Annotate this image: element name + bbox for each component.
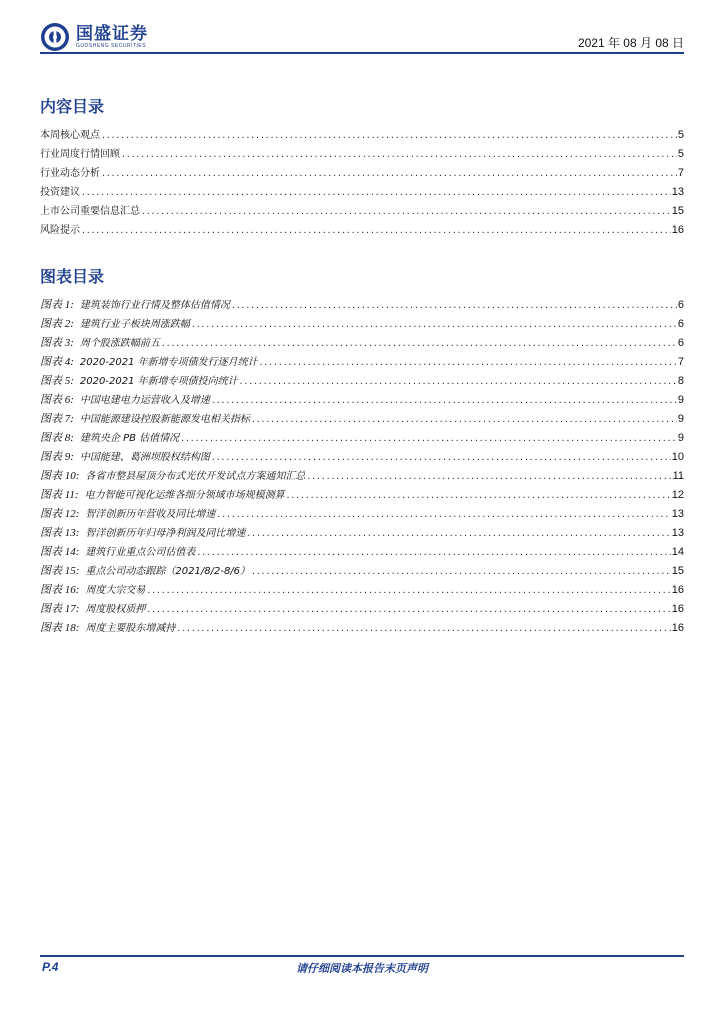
toc-leader-dots	[161, 339, 677, 348]
toc-entry-page: 5	[677, 129, 684, 141]
figure-entry-page: 10	[671, 451, 684, 463]
figure-entry-text	[40, 429, 179, 445]
toc-entry-page: 5	[677, 148, 684, 160]
logo-chinese-name: 国盛证券	[76, 23, 148, 44]
figure-entry[interactable]	[40, 410, 684, 429]
figure-entry-label: 建筑行业子板块周涨跌幅	[79, 319, 190, 330]
figure-entry[interactable]	[40, 334, 684, 353]
figure-entry-text	[40, 505, 215, 521]
figure-entry-label: 建筑央企 PB 估值情况	[79, 433, 180, 444]
figure-entry-number: 图表 14:	[40, 546, 80, 558]
figure-entry[interactable]	[40, 296, 684, 315]
header-divider	[40, 52, 684, 54]
figure-entry-page: 6	[677, 318, 684, 330]
figure-entry-number: 图表 12:	[40, 508, 80, 520]
toc-leader-dots	[239, 377, 677, 386]
toc-leader-dots	[176, 624, 670, 633]
figure-entry[interactable]	[40, 562, 684, 581]
toc-entry-label: 行业动态分析	[40, 168, 100, 179]
figure-entry-text	[40, 619, 175, 635]
figure-entry-number: 图表 9:	[40, 451, 74, 463]
figure-entry-label: 建筑行业重点公司估值表	[85, 547, 196, 558]
figure-entry-label: 电力智能可视化运维各细分领域市场规模测算	[84, 490, 285, 501]
toc-entry-label: 上市公司重要信息汇总	[40, 206, 140, 217]
toc-entry[interactable]	[40, 164, 684, 183]
figure-entry-label: 中国电建电力运营收入及增速	[79, 395, 210, 406]
figure-entry[interactable]	[40, 619, 684, 638]
figure-entry[interactable]	[40, 600, 684, 619]
figure-entry-text	[40, 334, 160, 350]
figure-entry-number: 图表 2:	[40, 318, 74, 330]
figure-entry-page: 12	[671, 489, 684, 501]
figure-entry[interactable]	[40, 581, 684, 600]
toc-leader-dots	[306, 472, 671, 481]
toc-entry-label: 风险提示	[40, 225, 80, 236]
toc-leader-dots	[211, 396, 677, 405]
figures-list	[40, 296, 684, 638]
footer-divider	[40, 955, 684, 957]
toc-entry[interactable]	[40, 126, 684, 145]
figure-entry-text	[40, 391, 210, 407]
disclaimer-note: 请仔细阅读本报告末页声明	[296, 962, 428, 975]
figure-entry-number: 图表 1:	[40, 299, 74, 311]
figure-entry-text	[40, 543, 195, 559]
toc-leader-dots	[146, 586, 670, 595]
toc-entry-page: 7	[677, 167, 684, 179]
figure-entry-label: 周度股权质押	[85, 604, 146, 615]
figure-entry-text	[40, 600, 145, 616]
figure-entry[interactable]	[40, 505, 684, 524]
toc-leader-dots	[211, 453, 671, 462]
figure-entry-page: 16	[671, 603, 684, 615]
figure-entry-label: 周度大宗交易	[85, 585, 146, 596]
toc-leader-dots	[196, 548, 670, 557]
toc-leader-dots	[216, 510, 670, 519]
figure-entry-label: 2020-2021 年新增专项债发行逐月统计	[79, 357, 258, 368]
toc-entry-label: 本周核心观点	[40, 130, 100, 141]
logo-english-name: GUOSHENG SECURITIES	[76, 42, 147, 49]
figure-entry-label: 建筑装饰行业行情及整体估值情况	[79, 300, 230, 311]
toc-leader-dots	[246, 529, 670, 538]
figure-entry[interactable]	[40, 429, 684, 448]
figure-entry-page: 6	[677, 299, 684, 311]
toc-leader-dots	[81, 188, 671, 197]
figure-entry-label: 周个股涨跌幅前五	[79, 338, 160, 349]
figure-entry[interactable]	[40, 467, 684, 486]
figure-entry-page: 7	[677, 356, 684, 368]
toc-entry-label: 行业周度行情回顾	[40, 149, 120, 160]
figure-entry-number: 图表 6:	[40, 394, 74, 406]
toc-entry-page: 16	[671, 224, 684, 236]
figure-entry-number: 图表 3:	[40, 337, 74, 349]
toc-entry-page: 13	[671, 186, 684, 198]
figure-entry-label: 中国能源建设控股新能源发电相关指标	[79, 414, 250, 425]
toc-leader-dots	[251, 567, 671, 576]
figure-entry-number: 图表 16:	[40, 584, 80, 596]
figure-entry-page: 16	[671, 584, 684, 596]
figure-entry-page: 16	[671, 622, 684, 634]
figure-entry-page: 11	[672, 470, 684, 482]
toc-leader-dots	[141, 207, 671, 216]
page-number: P.4	[42, 960, 59, 974]
figure-entry-label: 智洋创新历年营收及同比增速	[85, 509, 216, 520]
figure-entry-label: 智洋创新历年归母净利润及同比增速	[85, 528, 246, 539]
figure-entry-page: 13	[671, 508, 684, 520]
figure-entry-label: 周度主要股东增减持	[85, 623, 176, 634]
figure-entry-number: 图表 17:	[40, 603, 80, 615]
figure-entry-number: 图表 8:	[40, 432, 74, 444]
toc-entry[interactable]	[40, 221, 684, 240]
figure-entry-text	[40, 562, 250, 578]
figure-entry-label: 中国能建、葛洲坝股权结构图	[79, 452, 210, 463]
figure-entry-text	[40, 315, 190, 331]
toc-leader-dots	[101, 131, 677, 140]
figure-entry-text	[40, 448, 210, 464]
figure-entry-number: 图表 5:	[40, 375, 74, 387]
page-header	[40, 18, 684, 56]
figure-entry-number: 图表 18:	[40, 622, 80, 634]
figure-entry-page: 14	[671, 546, 684, 558]
toc-leader-dots	[286, 491, 671, 500]
toc-entry[interactable]	[40, 145, 684, 164]
figure-entry[interactable]	[40, 353, 684, 372]
guosheng-logo-icon	[40, 22, 70, 52]
figure-entry-text	[40, 467, 305, 483]
figure-entry-page: 13	[671, 527, 684, 539]
company-logo	[40, 22, 148, 52]
figure-entry-number: 图表 13:	[40, 527, 80, 539]
figure-entry[interactable]	[40, 448, 684, 467]
figure-entry-page: 9	[677, 413, 684, 425]
figure-entry-number: 图表 4:	[40, 356, 74, 368]
figure-entry-number: 图表 10:	[40, 470, 80, 482]
toc-leader-dots	[259, 358, 677, 367]
toc-leader-dots	[121, 150, 677, 159]
figure-entry-page: 15	[671, 565, 684, 577]
figure-entry-text	[40, 486, 285, 502]
toc-entry[interactable]	[40, 202, 684, 221]
figure-entry-number: 图表 7:	[40, 413, 74, 425]
toc-leader-dots	[251, 415, 677, 424]
toc-leader-dots	[101, 169, 677, 178]
figure-entry-number: 图表 15:	[40, 565, 80, 577]
figure-entry[interactable]	[40, 315, 684, 334]
figure-entry-label: 各省市整县屋顶分布式光伏开发试点方案通知汇总	[85, 471, 306, 482]
toc-entry[interactable]	[40, 183, 684, 202]
figure-entry-number: 图表 11:	[40, 489, 79, 501]
figure-entry-page: 8	[677, 375, 684, 387]
figure-entry-text	[40, 296, 230, 312]
figure-entry-label: 重点公司动态跟踪（2021/8/2-8/6）	[85, 566, 251, 577]
figure-entry-text	[40, 581, 145, 597]
figures-title: 图表目录	[40, 267, 105, 286]
contents-title: 内容目录	[40, 97, 105, 116]
figure-entry[interactable]	[40, 486, 684, 505]
figure-entry-text	[40, 524, 245, 540]
figure-entry-page: 9	[677, 432, 684, 444]
toc-leader-dots	[81, 226, 671, 235]
figure-entry-page: 6	[677, 337, 684, 349]
report-date: 2021 年 08 月 08 日	[577, 36, 684, 50]
toc-entry-label: 投资建议	[40, 187, 80, 198]
toc-entry-page: 15	[671, 205, 684, 217]
figure-entry[interactable]	[40, 391, 684, 410]
toc-leader-dots	[180, 434, 677, 443]
figure-entry[interactable]	[40, 372, 684, 391]
toc-leader-dots	[191, 320, 677, 329]
toc-leader-dots	[146, 605, 670, 614]
figure-entry[interactable]	[40, 524, 684, 543]
figure-entry[interactable]	[40, 543, 684, 562]
figure-entry-page: 9	[677, 394, 684, 406]
figure-entry-text	[40, 372, 238, 388]
contents-list	[40, 126, 684, 240]
toc-leader-dots	[231, 301, 677, 310]
figure-entry-text	[40, 353, 258, 369]
figure-entry-text	[40, 410, 250, 426]
figure-entry-label: 2020-2021 年新增专项债投向统计	[79, 376, 238, 387]
